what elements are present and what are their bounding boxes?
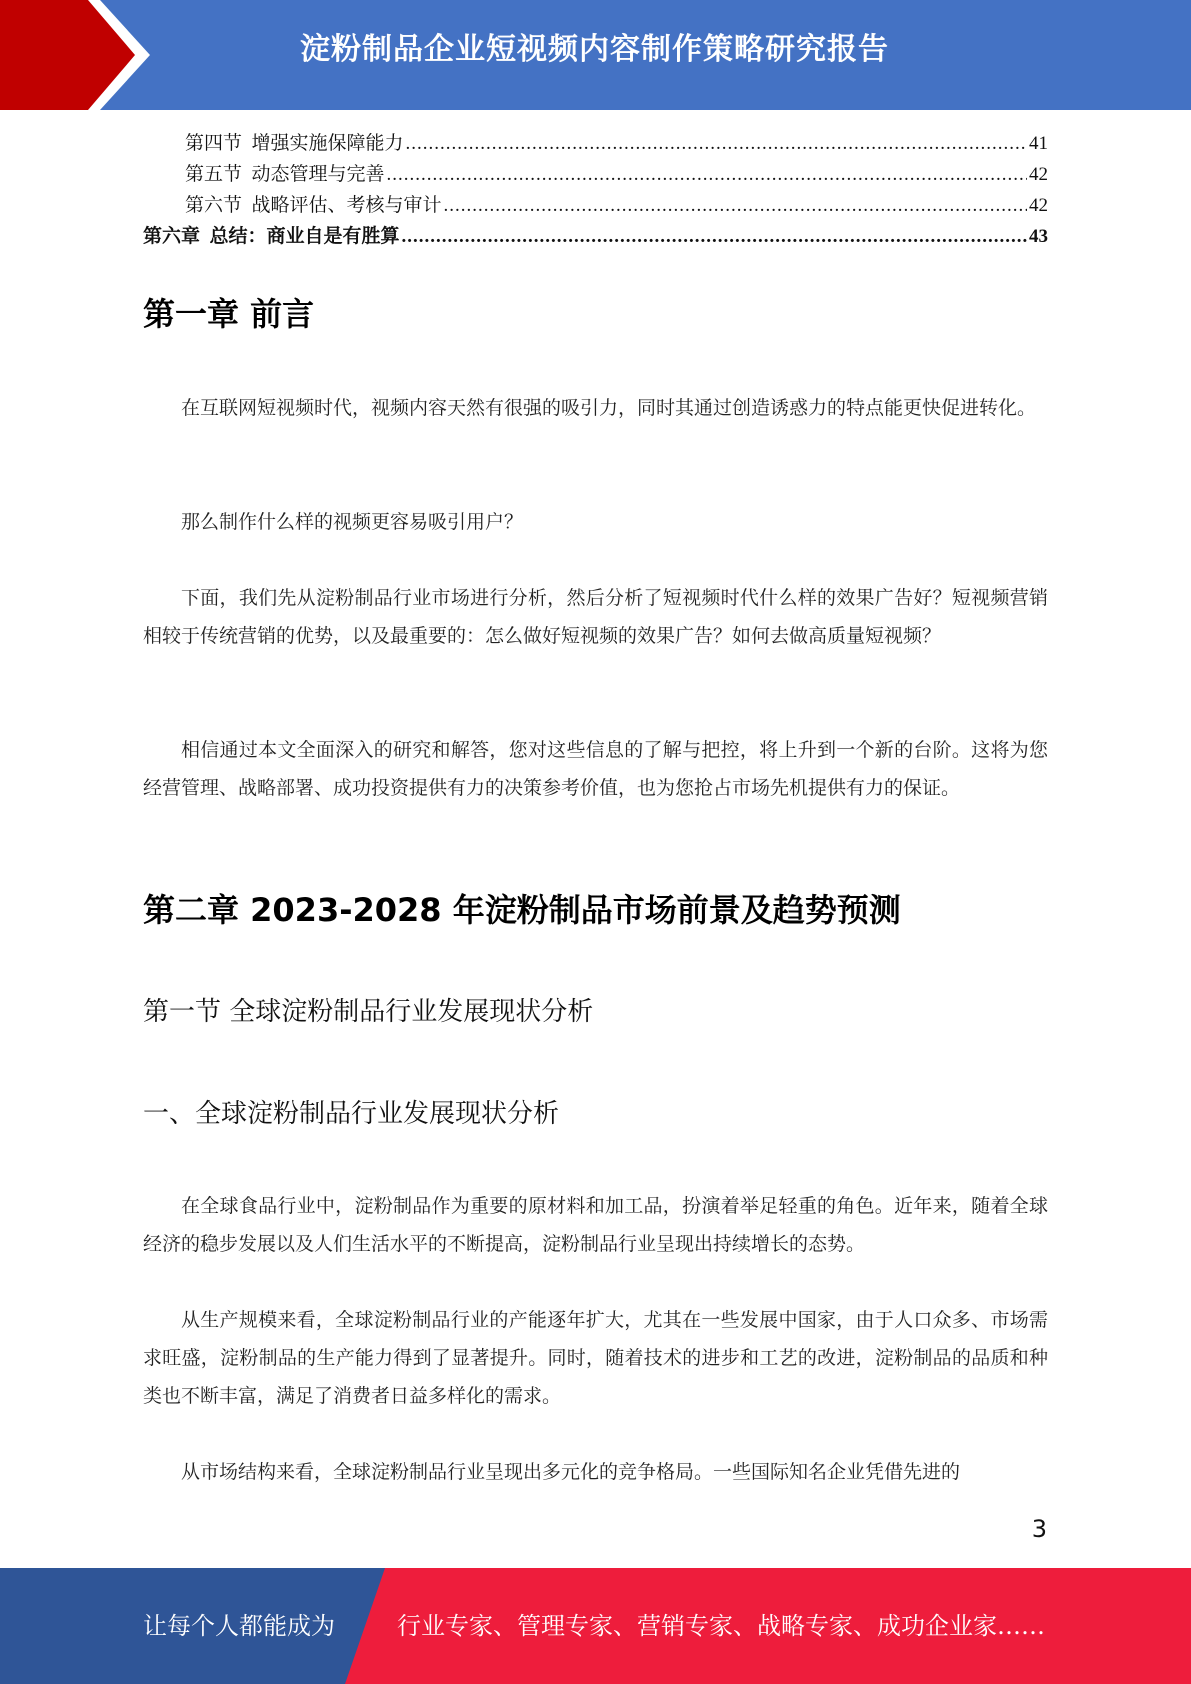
toc-entry-chapter[interactable] — [143, 221, 1048, 252]
paragraph: 在全球食品行业中，淀粉制品作为重要的原材料和加工品，扮演着举足轻重的角色。近年来，随着全球经济的稳步发展以及人们生活水平的不断提高，淀粉制品行业呈现出持续增长的态势。 — [143, 1195, 1048, 1255]
toc-entry-label: 第六节 战略评估、考核与审计 — [185, 195, 442, 216]
paragraph: 相信通过本文全面深入的研究和解答，您对这些信息的了解与把控，将上升到一个新的台阶。这将为您经营管理、战略部署、成功投资提供有力的决策参考价值，也为您抢占市场先机提供有力的保证。 — [143, 739, 1048, 799]
paragraph: 从生产规模来看，全球淀粉制品行业的产能逐年扩大，尤其在一些发展中国家，由于人口众多、市场需求旺盛，淀粉制品的生产能力得到了显著提升。同时，随着技术的进步和工艺的改进，淀粉制品的品质和种类也不断丰富，满足了消费者日益多样化的需求。 — [143, 1309, 1048, 1407]
footer-slogan-left: 让每个人都能成为 — [143, 1612, 335, 1640]
toc-entry-page: 43 — [1029, 226, 1048, 247]
footer-slogan-right: 行业专家、管理专家、营销专家、战略专家、成功企业家…… — [397, 1612, 1045, 1640]
toc-entry-page: 41 — [1029, 133, 1048, 154]
subsection-heading: 一、全球淀粉制品行业发展现状分析 — [143, 1099, 560, 1129]
toc-entry-label: 第四节 增强实施保障能力 — [185, 133, 404, 154]
paragraph: 在互联网短视频时代，视频内容天然有很强的吸引力，同时其通过创造诱惑力的特点能更快促进转化。 — [181, 397, 1037, 419]
toc-entry-label: 第六章 总结：商业自是有胜算 — [143, 226, 400, 247]
section-heading: 第一节 全球淀粉制品行业发展现状分析 — [143, 997, 594, 1027]
toc-entry[interactable] — [143, 128, 1048, 159]
header-chevron-accent — [0, 0, 160, 110]
paragraph: 下面，我们先从淀粉制品行业市场进行分析，然后分析了短视频时代什么样的效果广告好？短视频营销相较于传统营销的优势，以及最重要的：怎么做好短视频的效果广告？如何去做高质量短视频？ — [143, 587, 1048, 647]
paragraph: 那么制作什么样的视频更容易吸引用户？ — [181, 511, 524, 533]
report-title: 淀粉制品企业短视频内容制作策略研究报告 — [300, 32, 889, 67]
page-number: 3 — [1031, 1515, 1047, 1543]
toc-entry-page: 42 — [1029, 195, 1048, 216]
toc-entry[interactable] — [143, 190, 1048, 221]
toc-leader-dots — [402, 221, 1027, 252]
footer-band — [0, 1568, 1191, 1684]
header-band — [0, 0, 1191, 110]
table-of-contents — [143, 128, 1048, 252]
chapter-heading: 第二章 2023-2028 年淀粉制品市场前景及趋势预测 — [143, 891, 901, 929]
toc-leader-dots — [387, 159, 1027, 190]
toc-entry-label: 第五节 动态管理与完善 — [185, 164, 385, 185]
toc-entry-page: 42 — [1029, 164, 1048, 185]
chapter-heading: 第一章 前言 — [143, 295, 315, 333]
toc-leader-dots — [406, 128, 1027, 159]
paragraph: 从市场结构来看，全球淀粉制品行业呈现出多元化的竞争格局。一些国际知名企业凭借先进的 — [181, 1461, 961, 1483]
toc-entry[interactable] — [143, 159, 1048, 190]
toc-leader-dots — [444, 190, 1027, 221]
